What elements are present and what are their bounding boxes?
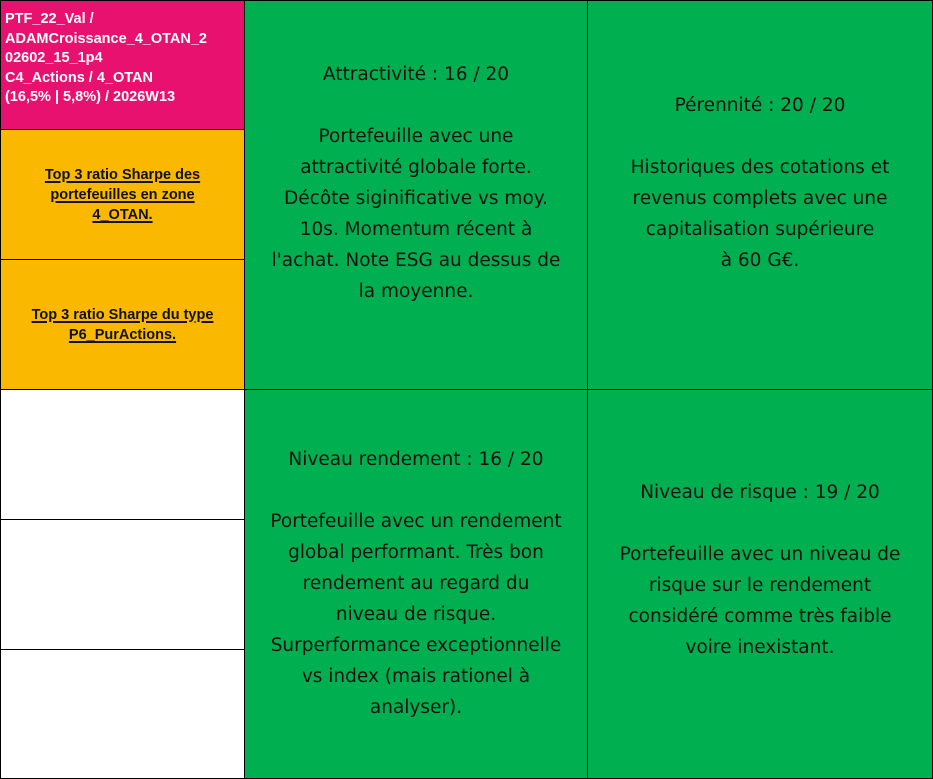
rendement-line: Surperformance exceptionnelle <box>270 634 562 656</box>
attractivite-line: Portefeuille avec une <box>318 126 514 147</box>
empty-cell <box>0 519 245 650</box>
perennite-cell <box>587 0 933 390</box>
header-line: C4_Actions / 4_OTAN <box>5 69 153 86</box>
tag-cell-zone <box>0 129 245 260</box>
tag-line: 4_OTAN. <box>92 206 153 223</box>
rendement-cell <box>244 389 588 779</box>
attractivite-line: 10s. Momentum récent à <box>299 219 533 240</box>
perennite-line: à 60 G€. <box>720 250 800 271</box>
rendement-line: Portefeuille avec un rendement <box>270 510 562 532</box>
rendement-line: vs index (mais rationel à <box>301 665 531 687</box>
tag-line: Top 3 ratio Sharpe des <box>44 166 201 183</box>
header-line: (16,5% | 5,8%) / 2026W13 <box>5 89 176 105</box>
tag-text <box>32 305 214 345</box>
header-line: 02602_15_1p4 <box>5 50 103 66</box>
attractivite-line: l'achat. Note ESG au dessus de <box>271 250 561 271</box>
attractivite-line: la moyenne. <box>358 281 474 302</box>
tag-line: P6_PurActions. <box>68 326 177 343</box>
perennite-line: capitalisation supérieure <box>645 219 875 240</box>
attractivite-line: Décôte siginificative vs moy. <box>284 188 548 209</box>
risque-line: voire inexistant. <box>685 637 835 658</box>
empty-cell <box>0 649 245 779</box>
portfolio-header-cell <box>0 0 245 130</box>
risque-line: risque sur le rendement <box>648 575 872 596</box>
empty-cell <box>0 389 245 520</box>
perennite-line: revenus complets avec une <box>632 188 888 209</box>
tag-text <box>45 165 200 225</box>
rendement-heading: Niveau rendement : 16 / 20 <box>288 448 544 470</box>
rendement-line: global performant. Très bon <box>288 541 544 563</box>
header-line: ADAMCroissance_4_OTAN_2 <box>5 30 207 47</box>
tag-cell-type <box>0 259 245 390</box>
rendement-line: analyser). <box>369 696 463 718</box>
tag-line: portefeuilles en zone <box>50 186 195 203</box>
header-line: PTF_22_Val / <box>5 11 94 27</box>
attractivite-heading: Attractivité : 16 / 20 <box>322 64 510 85</box>
risque-line: considéré comme très faible <box>628 606 892 627</box>
perennite-heading: Pérennité : 20 / 20 <box>674 95 846 116</box>
tag-line: Top 3 ratio Sharpe du type <box>31 306 214 323</box>
attractivite-cell <box>244 0 588 390</box>
perennite-line: Historiques des cotations et <box>630 157 890 178</box>
risque-cell <box>587 389 933 779</box>
attractivite-line: attractivité globale forte. <box>300 157 532 178</box>
rendement-line: rendement au regard du <box>302 572 530 594</box>
risque-heading: Niveau de risque : 19 / 20 <box>640 482 880 503</box>
risque-line: Portefeuille avec un niveau de <box>619 544 901 565</box>
rendement-line: niveau de risque. <box>335 603 497 625</box>
